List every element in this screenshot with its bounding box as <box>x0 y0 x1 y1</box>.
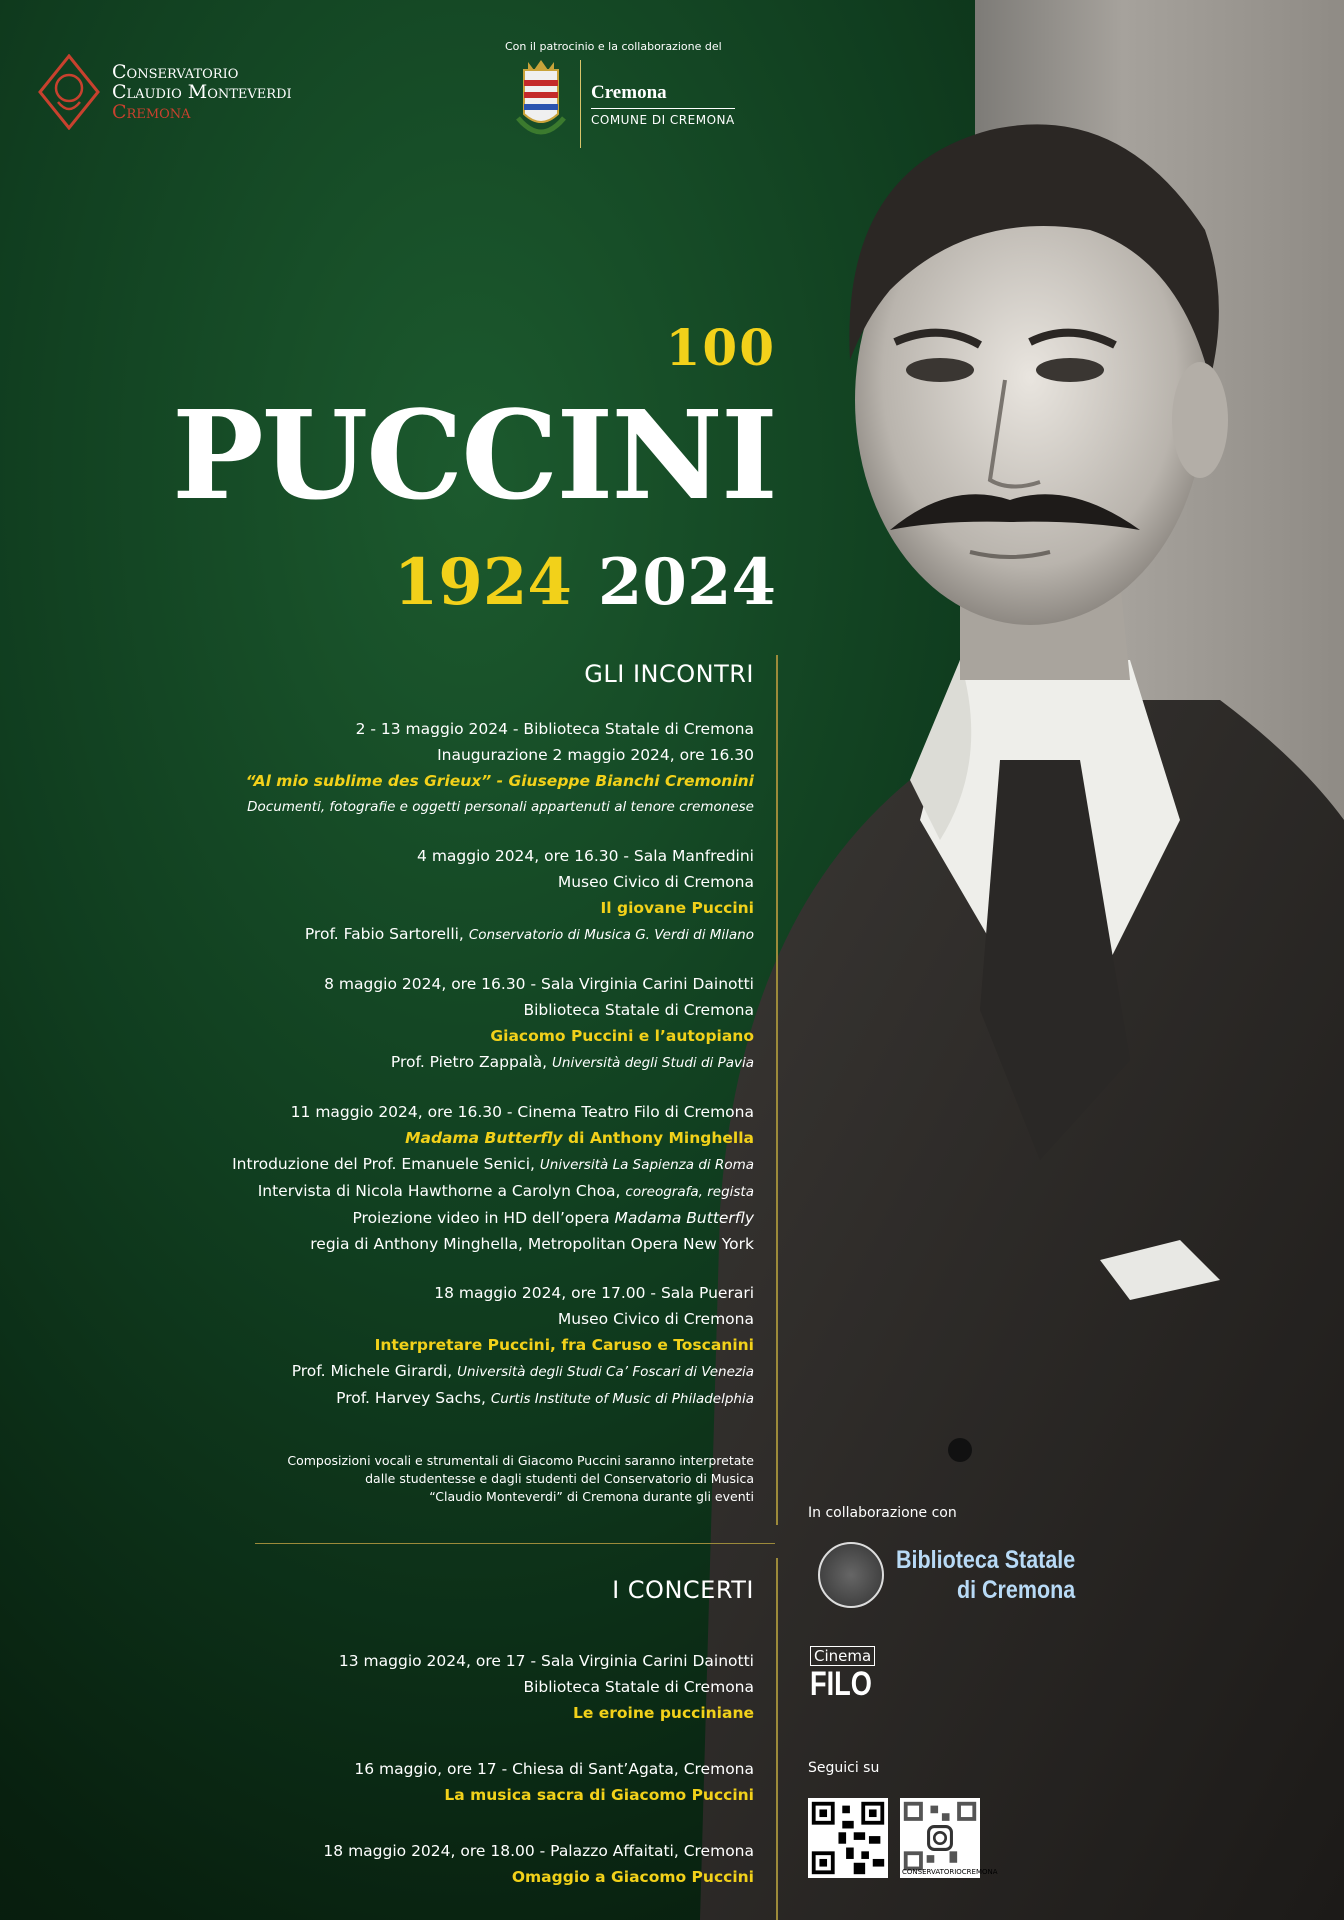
event-5-date: 18 maggio 2024, ore 17.00 - Sala Puerari <box>434 1284 754 1302</box>
event-4-interview: Intervista di Nicola Hawthorne a Carolyn Choa, <box>257 1182 621 1200</box>
biblioteca-seal-icon <box>818 1542 884 1608</box>
conservatorio-line2: Claudio Monteverdi <box>112 81 292 103</box>
biblioteca-line1: Biblioteca Statale <box>896 1546 1076 1574</box>
event-4-projection: Proiezione video in HD dell’opera <box>352 1209 610 1227</box>
cinema-label: Cinema <box>810 1646 875 1666</box>
title-puccini: PUCCINI <box>172 383 776 527</box>
incontri-title: GLI INCONTRI <box>584 660 754 688</box>
event-4-interview-affiliation: coreografa, regista <box>625 1184 754 1200</box>
instagram-handle: CONSERVATORIOCREMONA <box>902 1868 998 1876</box>
event-3 <box>54 971 754 1076</box>
filo-label: FILO <box>810 1665 872 1703</box>
event-2-date: 4 maggio 2024, ore 16.30 - Sala Manfredini <box>417 847 754 865</box>
note-line1: Composizioni vocali e strumentali di Giacomo Puccini saranno interpretate <box>287 1453 754 1468</box>
event-3-affiliation: Università degli Studi di Pavia <box>552 1055 754 1071</box>
event-2-venue: Museo Civico di Cremona <box>557 873 754 891</box>
concert-2-date: 16 maggio, ore 17 - Chiesa di Sant’Agata, Cremona <box>354 1760 754 1778</box>
biblioteca-line2: di Cremona <box>956 1576 1076 1604</box>
event-4 <box>54 1099 754 1257</box>
concerti-list <box>54 1648 754 1913</box>
concert-1 <box>54 1648 754 1726</box>
event-5-speaker2: Prof. Harvey Sachs, <box>336 1389 486 1407</box>
event-4-intro: Introduzione del Prof. Emanuele Senici, <box>232 1155 535 1173</box>
collaboration-label: In collaborazione con <box>808 1505 957 1521</box>
event-5-venue: Museo Civico di Cremona <box>557 1310 754 1328</box>
qr-code-1[interactable] <box>808 1798 888 1878</box>
instagram-qr-icon <box>900 1798 980 1878</box>
event-4-interview-line <box>54 1178 754 1205</box>
concert-1-title: Le eroine pucciniane <box>572 1704 754 1722</box>
event-3-venue: Biblioteca Statale di Cremona <box>523 1001 754 1019</box>
concert-1-venue: Biblioteca Statale di Cremona <box>523 1678 754 1696</box>
event-1-inaugurazione: Inaugurazione 2 maggio 2024, ore 16.30 <box>437 746 754 764</box>
patrocinio-text: Con il patrocinio e la collaborazione del <box>505 40 722 53</box>
title-hundred: 100 <box>665 318 776 377</box>
year-start: 1924 <box>393 545 572 620</box>
comune-subtitle: COMUNE DI CREMONA <box>591 108 735 127</box>
crest-separator <box>580 60 581 148</box>
event-3-speaker: Prof. Pietro Zappalà, <box>390 1053 548 1071</box>
event-2-title: Il giovane Puccini <box>600 899 754 917</box>
event-5-speaker2-line <box>54 1385 754 1412</box>
conservatorio-logo <box>38 54 292 130</box>
vertical-divider-top <box>776 655 778 1525</box>
event-4-regia: regia di Anthony Minghella, Metropolitan Opera New York <box>310 1235 754 1253</box>
year-end: 2024 <box>597 545 776 620</box>
event-4-title-rest: di Anthony Minghella <box>562 1129 754 1147</box>
event-4-date: 11 maggio 2024, ore 16.30 - Cinema Teatro Filo di Cremona <box>290 1103 754 1121</box>
horizontal-divider <box>255 1543 775 1544</box>
event-4-title-italic: Madama Butterfly <box>405 1129 563 1147</box>
event-1-detail: Documenti, fotografie e oggetti personali appartenuti al tenore cremonese <box>247 799 754 815</box>
event-5-title: Interpretare Puccini, fra Caruso e Toscanini <box>374 1336 754 1354</box>
event-4-projection-line <box>54 1205 754 1231</box>
conservatorio-line3: Cremona <box>112 101 191 123</box>
concert-2-title: La musica sacra di Giacomo Puccini <box>444 1786 754 1804</box>
event-3-date: 8 maggio 2024, ore 16.30 - Sala Virginia Carini Dainotti <box>324 975 754 993</box>
event-2-speaker: Prof. Fabio Sartorelli, <box>304 925 464 943</box>
vertical-divider-bottom <box>776 1558 778 1920</box>
event-5-speaker-line <box>54 1358 754 1385</box>
follow-label: Seguici su <box>808 1760 880 1776</box>
event-5-speaker: Prof. Michele Girardi, <box>291 1362 453 1380</box>
note-line3: “Claudio Monteverdi” di Cremona durante gli eventi <box>429 1489 754 1504</box>
title-years <box>394 545 776 620</box>
event-4-intro-affiliation: Università La Sapienza di Roma <box>539 1157 754 1173</box>
qr-code-icon <box>808 1798 888 1878</box>
monteverdi-emblem-icon <box>38 54 100 130</box>
event-5 <box>54 1280 754 1412</box>
event-2 <box>54 843 754 948</box>
performance-note <box>194 1452 754 1506</box>
event-5-affiliation: Università degli Studi Ca’ Foscari di Venezia <box>457 1364 754 1380</box>
event-1 <box>54 716 754 820</box>
biblioteca-logo <box>818 1542 1104 1608</box>
event-2-speaker-line <box>54 921 754 948</box>
cremona-crest-icon <box>512 58 570 150</box>
event-4-intro-line <box>54 1151 754 1178</box>
event-4-projection-opera: Madama Butterfly <box>614 1209 754 1227</box>
qr-code-instagram[interactable] <box>900 1798 980 1878</box>
event-4-title <box>54 1125 754 1151</box>
note-line2: dalle studentesse e dagli studenti del Conservatorio di Musica <box>365 1471 754 1486</box>
event-1-date: 2 - 13 maggio 2024 - Biblioteca Statale di Cremona <box>355 720 754 738</box>
cinema-filo-logo <box>810 1646 887 1702</box>
event-2-affiliation: Conservatorio di Musica G. Verdi di Milano <box>468 927 754 943</box>
concert-3-title: Omaggio a Giacomo Puccini <box>511 1868 754 1886</box>
event-3-title: Giacomo Puccini e l’autopiano <box>490 1027 754 1045</box>
event-1-title: “Al mio sublime des Grieux” - Giuseppe Bianchi Cremonini <box>245 772 754 790</box>
event-5-affiliation2: Curtis Institute of Music di Philadelphia <box>490 1391 754 1407</box>
incontri-list <box>54 716 754 1435</box>
concerti-title: I CONCERTI <box>612 1576 754 1604</box>
comune-name: Cremona <box>591 81 667 103</box>
concert-2 <box>54 1756 754 1808</box>
concert-3-date: 18 maggio 2024, ore 18.00 - Palazzo Affaitati, Cremona <box>323 1842 754 1860</box>
comune-cremona-logo <box>512 58 735 150</box>
conservatorio-line1: Conservatorio <box>112 61 239 83</box>
event-3-speaker-line <box>54 1049 754 1076</box>
concert-1-date: 13 maggio 2024, ore 17 - Sala Virginia Carini Dainotti <box>338 1652 754 1670</box>
concert-3 <box>54 1838 754 1890</box>
